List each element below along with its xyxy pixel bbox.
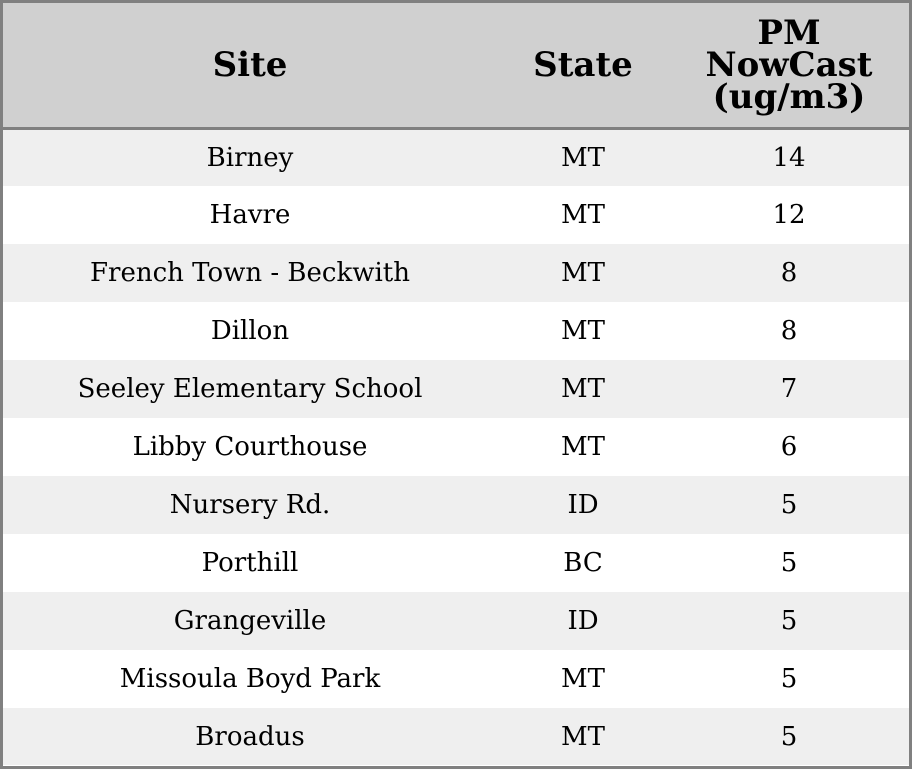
table-row [3,302,909,360]
table-body [3,128,909,765]
cell-pm: 7 [780,374,798,404]
cell-state: MT [561,374,605,404]
table-row [3,476,909,534]
cell-state: ID [567,606,599,636]
cell-state: MT [561,258,605,288]
cell-site: Porthill [201,548,299,578]
cell-pm: 14 [772,142,806,173]
cell-site: Grangeville [173,606,327,636]
cell-site: Seeley Elementary School [77,374,423,404]
pm-nowcast-table [3,3,909,765]
header-pm-line2: NowCast [705,44,873,85]
cell-site: Nursery Rd. [169,490,331,520]
table-row [3,650,909,708]
cell-pm: 5 [780,664,798,694]
table-row [3,360,909,418]
table-row [3,418,909,476]
cell-site: Libby Courthouse [132,432,368,462]
cell-site: Missoula Boyd Park [119,664,381,694]
cell-site: Birney [206,142,294,173]
cell-pm: 8 [780,258,798,288]
cell-state: MT [561,200,605,230]
cell-pm: 5 [780,490,798,520]
cell-pm: 5 [780,606,798,636]
cell-pm: 5 [780,548,798,578]
cell-site: Havre [209,200,291,230]
header-pm-line3: (ug/m3) [712,76,866,117]
table-row [3,128,909,186]
cell-state: MT [561,316,605,346]
header-state: State [497,3,669,128]
table-row [3,708,909,765]
cell-state: MT [561,432,605,462]
cell-state: MT [561,142,605,173]
cell-state: BC [563,548,603,578]
cell-state: ID [567,490,599,520]
header-pm-line1: PM [757,12,821,53]
table-row [3,244,909,302]
cell-site: French Town - Beckwith [89,258,411,288]
cell-site: Dillon [210,316,290,346]
header-site: Site [3,3,497,128]
cell-pm: 5 [780,721,798,752]
cell-site: Broadus [195,721,305,752]
table-row [3,534,909,592]
table-row [3,186,909,244]
cell-pm: 12 [772,200,806,230]
cell-pm: 8 [780,316,798,346]
header-row [3,3,909,128]
cell-state: MT [561,721,605,752]
table-row [3,592,909,650]
cell-state: MT [561,664,605,694]
cell-pm: 6 [780,432,798,462]
header-pm-nowcast [669,3,909,128]
table-header [3,3,909,128]
